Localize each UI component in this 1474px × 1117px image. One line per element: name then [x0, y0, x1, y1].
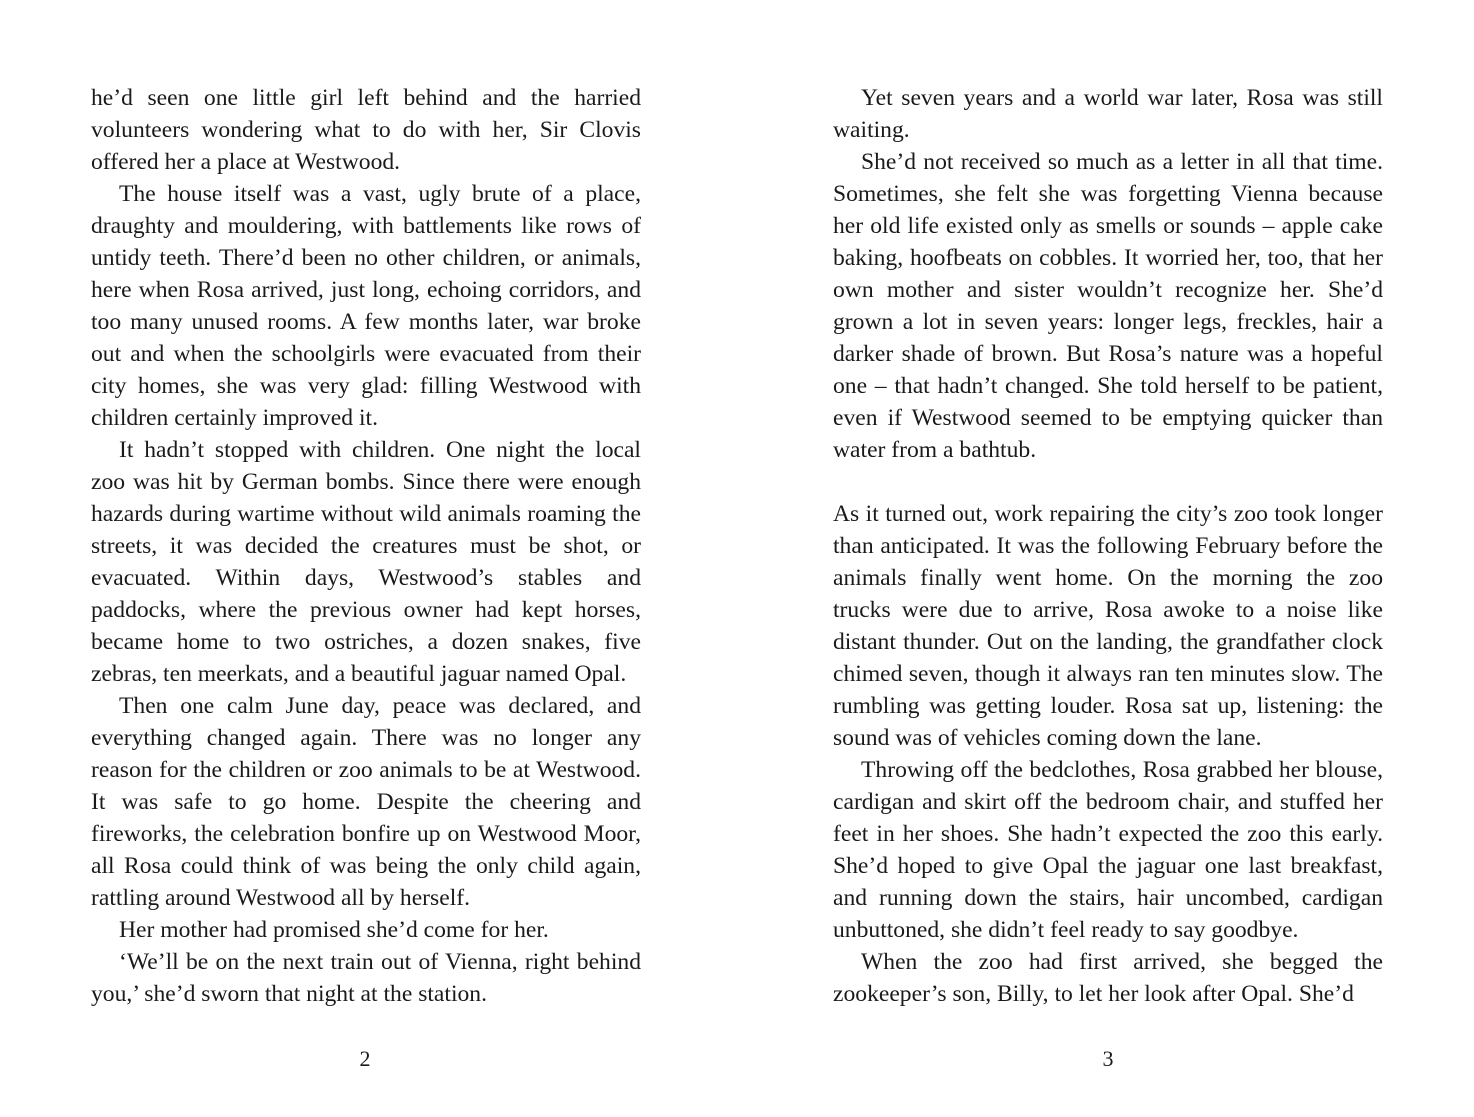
page-number: 2 — [359, 1046, 371, 1071]
paragraph: The house itself was a vast, ugly brute of a place, draughty and mouldering, with battlements like rows of untidy teeth. There’d been no other children, or animals, here when Rosa arrived, just long, echoing corridors, and too many unused rooms. A few months later, war broke out and when the schoolgirls were evacuated from their city homes, she was very glad: filling Westwood with children certainly improved it. — [91, 181, 641, 431]
paragraph: ‘We’ll be on the next train out of Vienna, right behind you,’ she’d sworn that night at the station. — [91, 949, 641, 1007]
page-number: 3 — [1102, 1046, 1114, 1071]
paragraph: Then one calm June day, peace was declared, and everything changed again. There was no longer any reason for the children or zoo animals to be at Westwood. It was safe to go home. Despite the cheering and fireworks, the celebration bonfire up on Westwood Moor, all Rosa could think of was being the only child again, rattling around Westwood all by herself. — [91, 693, 641, 911]
right-page — [737, 0, 1474, 1117]
paragraph: Yet seven years and a world war later, Rosa was still waiting. — [833, 85, 1383, 143]
paragraph: Throwing off the bedclothes, Rosa grabbed her blouse, cardigan and skirt off the bedroom chair, and stuffed her feet in her shoes. She hadn’t expected the zoo this early. She’d hoped to give Opal the jaguar one last breakfast, and running down the stairs, hair uncombed, cardigan unbuttoned, she didn’t feel ready to say goodbye. — [833, 757, 1383, 943]
paragraph: She’d not received so much as a letter in all that time. Sometimes, she felt she was forgetting Vienna because her old life existed only as smells or sounds – apple cake baking, hoofbeats on cobbles. It worried her, too, that her own mother and sister wouldn’t recognize her. She’d grown a lot in seven years: longer legs, freckles, hair a darker shade of brown. But Rosa’s nature was a hopeful one – that hadn’t changed. She told herself to be patient, even if Westwood seemed to be emptying quicker than water from a bathtub. — [833, 149, 1383, 463]
paragraph: he’d seen one little girl left behind and the harried volunteers wondering what to do with her, Sir Clovis offered her a place at Westwood. — [91, 85, 641, 175]
paragraph: It hadn’t stopped with children. One night the local zoo was hit by German bombs. Since there were enough hazards during wartime without wild animals roaming the streets, it was decided the creatures must be shot, or evacuated. Within days, Westwood’s stables and paddocks, where the previous owner had kept horses, became home to two ostriches, a dozen snakes, five zebras, ten meerkats, and a beautiful jaguar named Opal. — [91, 437, 641, 687]
paragraph: When the zoo had first arrived, she begged the zookeeper’s son, Billy, to let her look after Opal. She’d — [833, 949, 1383, 1007]
left-page-text — [91, 82, 641, 1010]
section-start-paragraph: As it turned out, work repairing the city’s zoo took longer than anticipated. It was the following February before the animals finally went home. On the morning the zoo trucks were due to arrive, Rosa awoke to a noise like distant thunder. Out on the landing, the grandfather clock chimed seven, though it always ran ten minutes slow. The rumbling was getting louder. Rosa sat up, listening: the sound was of vehicles coming down the lane. — [833, 501, 1383, 751]
paragraph: Her mother had promised she’d come for her. — [119, 917, 549, 943]
right-page-text — [833, 82, 1383, 1010]
